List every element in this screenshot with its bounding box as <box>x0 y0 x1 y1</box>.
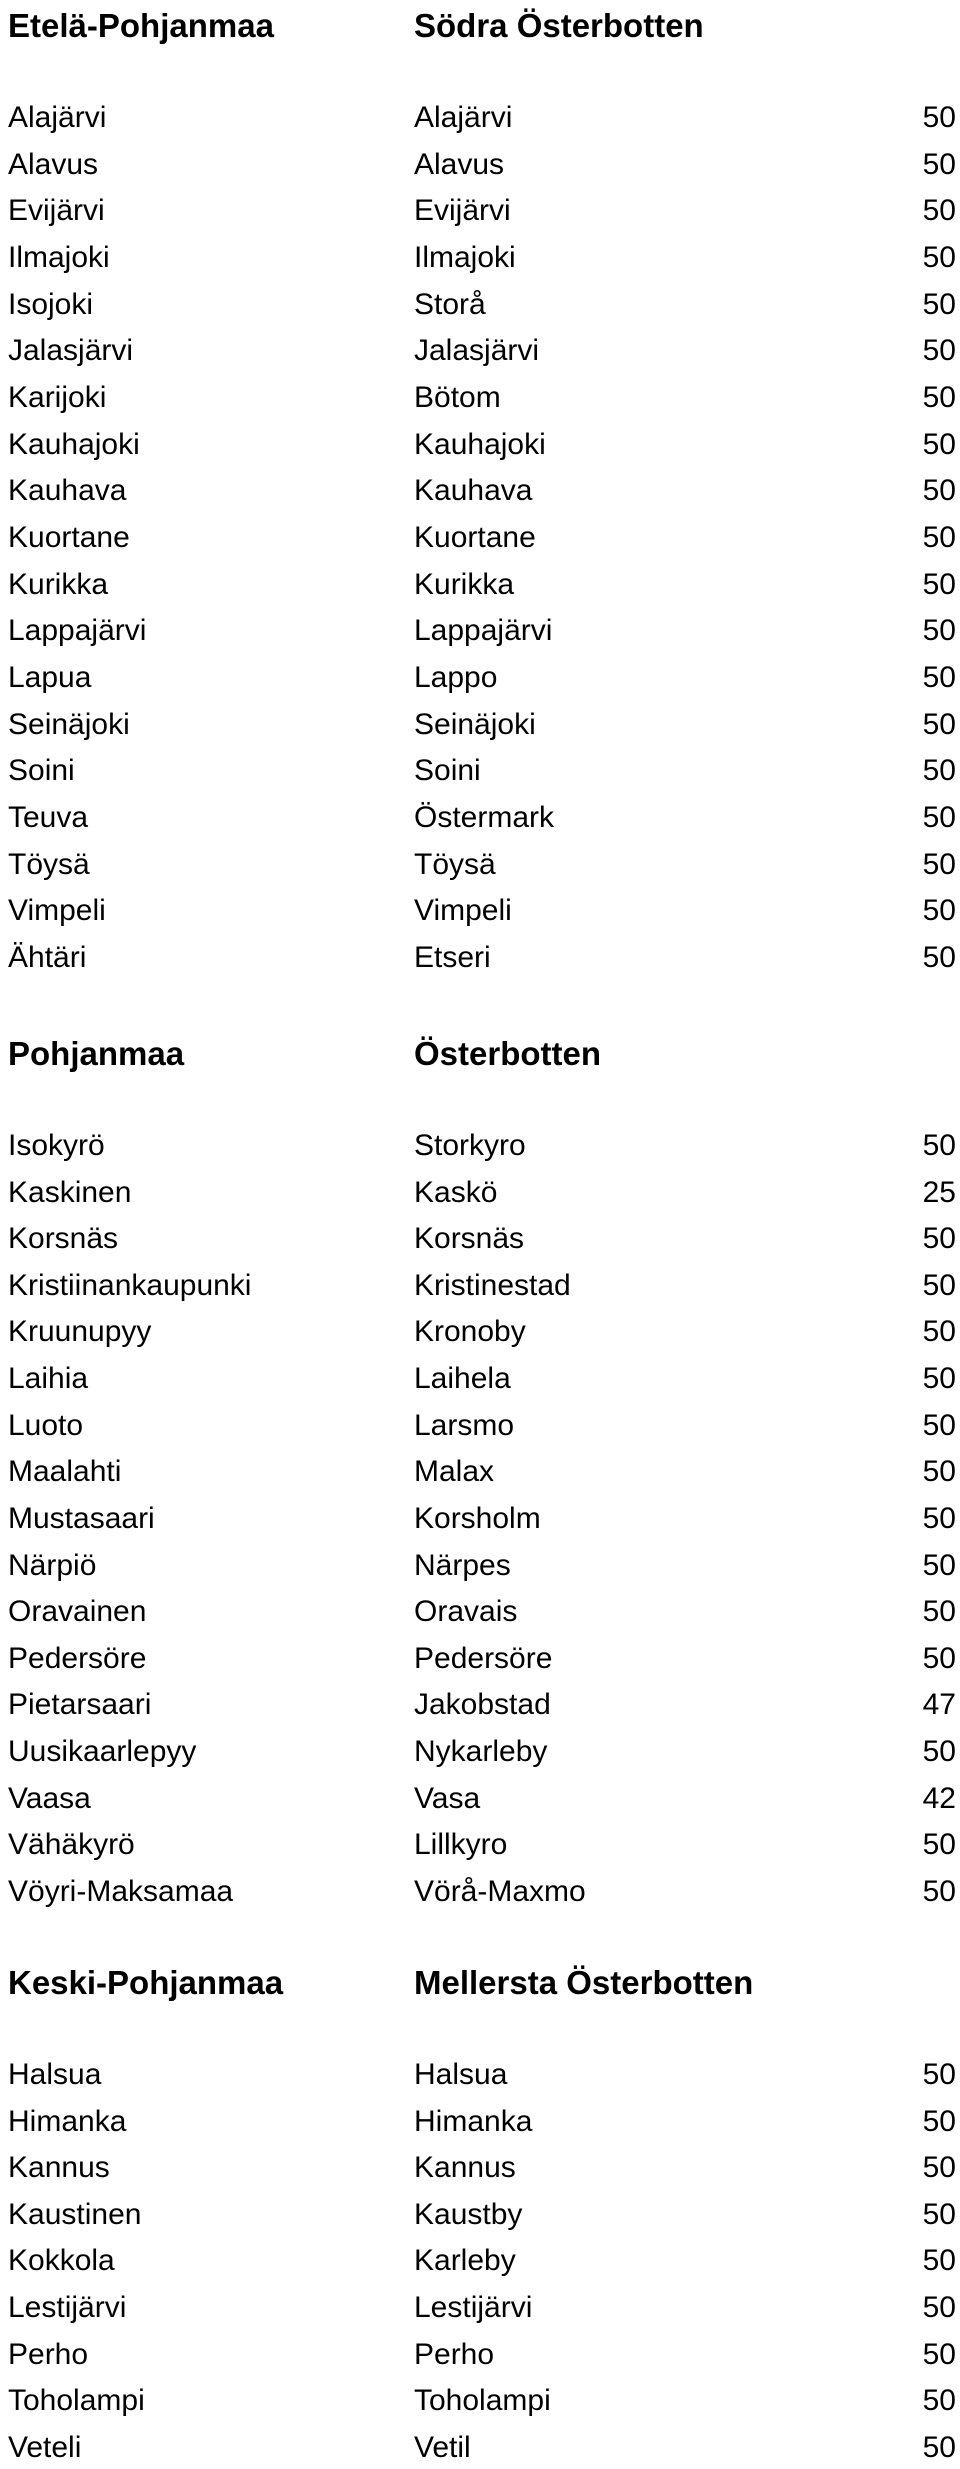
swedish-name: Lestijärvi <box>414 2291 533 2324</box>
finnish-name: Isokyrö <box>8 1129 105 1162</box>
finnish-name: Jalasjärvi <box>8 334 134 368</box>
table-row <box>0 1406 960 1446</box>
swedish-name: Lillkyro <box>414 1828 508 1862</box>
row-value: 50 <box>922 2104 956 2138</box>
finnish-name: Karijoki <box>8 381 107 415</box>
row-value: 50 <box>922 1268 956 1302</box>
table-row <box>0 2241 960 2281</box>
row-value: 50 <box>922 334 956 368</box>
swedish-name: Kauhajoki <box>414 427 546 461</box>
table-row <box>0 518 960 558</box>
finnish-name: Uusikaarlepyy <box>8 1735 197 1769</box>
row-value: 50 <box>922 241 956 274</box>
row-value: 50 <box>922 2430 956 2464</box>
table-row <box>0 1872 960 1912</box>
finnish-name: Kauhajoki <box>8 427 140 461</box>
finnish-name: Teuva <box>8 801 89 835</box>
swedish-name: Kaustby <box>414 2197 523 2231</box>
row-value: 50 <box>922 1315 956 1349</box>
table-row <box>0 2381 960 2421</box>
row-value: 42 <box>922 1781 956 1815</box>
swedish-name: Jalasjärvi <box>414 334 540 368</box>
finnish-name: Halsua <box>8 2058 102 2091</box>
table-row <box>0 1639 960 1679</box>
section-keski-pohjanmaa <box>0 1963 960 2468</box>
finnish-name: Evijärvi <box>8 194 105 228</box>
table-row <box>0 191 960 231</box>
section-header <box>0 1034 960 1074</box>
row-value: 50 <box>922 707 956 741</box>
finnish-name: Kurikka <box>8 567 109 601</box>
row-value: 50 <box>922 754 956 788</box>
swedish-name: Halsua <box>414 2058 508 2091</box>
table-row <box>0 2102 960 2142</box>
row-value: 50 <box>922 2384 956 2418</box>
row-value: 50 <box>922 1595 956 1629</box>
swedish-name: Larsmo <box>414 1408 515 1442</box>
row-value: 50 <box>922 147 956 181</box>
table-row <box>0 658 960 698</box>
finnish-name: Kannus <box>8 2151 110 2185</box>
swedish-name: Karleby <box>414 2244 516 2278</box>
row-value: 50 <box>922 2337 956 2371</box>
row-value: 50 <box>922 2058 956 2091</box>
swedish-name: Himanka <box>414 2104 533 2138</box>
section-etela-pohjanmaa <box>0 6 960 978</box>
finnish-name: Alajärvi <box>8 101 107 134</box>
table-row <box>0 891 960 931</box>
finnish-name: Ilmajoki <box>8 241 110 274</box>
finnish-name: Korsnäs <box>8 1222 119 1256</box>
swedish-name: Toholampi <box>414 2384 551 2418</box>
table-row <box>0 938 960 978</box>
swedish-name: Kuortane <box>414 521 536 555</box>
swedish-name: Vasa <box>414 1781 481 1815</box>
table-row <box>0 1499 960 1539</box>
table-row <box>0 238 960 278</box>
table-row <box>0 331 960 371</box>
row-value: 50 <box>922 427 956 461</box>
swedish-name: Korsnäs <box>414 1222 525 1256</box>
row-value: 50 <box>922 1874 956 1908</box>
swedish-name: Perho <box>414 2337 495 2371</box>
finnish-name: Maalahti <box>8 1455 122 1489</box>
finnish-name: Mustasaari <box>8 1501 155 1535</box>
row-value: 50 <box>922 941 956 975</box>
swedish-name: Evijärvi <box>414 194 511 228</box>
swedish-name: Pedersöre <box>414 1641 553 1675</box>
table-row <box>0 1546 960 1586</box>
finnish-name: Lappajärvi <box>8 614 147 648</box>
finnish-name: Himanka <box>8 2104 127 2138</box>
swedish-name: Storkyro <box>414 1129 526 1162</box>
swedish-name: Alavus <box>414 147 505 181</box>
row-value: 50 <box>922 521 956 555</box>
row-value: 50 <box>922 2197 956 2231</box>
finnish-name: Toholampi <box>8 2384 145 2418</box>
swedish-name: Kristinestad <box>414 1268 571 1302</box>
section-header <box>0 6 960 46</box>
row-value: 50 <box>922 474 956 508</box>
table-row <box>0 1825 960 1865</box>
row-value: 50 <box>922 1641 956 1675</box>
finnish-name: Kaskinen <box>8 1175 132 1209</box>
swedish-name: Vetil <box>414 2430 471 2464</box>
table-row <box>0 1312 960 1352</box>
finnish-name: Töysä <box>8 847 90 881</box>
finnish-name: Kruunupyy <box>8 1315 152 1349</box>
row-value: 50 <box>922 2244 956 2278</box>
swedish-region-title: Österbotten <box>414 1035 602 1072</box>
swedish-name: Alajärvi <box>414 101 513 134</box>
swedish-name: Närpes <box>414 1548 511 1582</box>
row-value: 50 <box>922 287 956 321</box>
swedish-name: Etseri <box>414 941 491 975</box>
swedish-name: Laihela <box>414 1362 511 1396</box>
swedish-name: Kaskö <box>414 1175 498 1209</box>
row-value: 50 <box>922 381 956 415</box>
finnish-name: Alavus <box>8 147 99 181</box>
swedish-name: Malax <box>414 1455 495 1489</box>
finnish-name: Pietarsaari <box>8 1688 152 1722</box>
swedish-name: Östermark <box>414 801 555 835</box>
swedish-name: Korsholm <box>414 1501 541 1535</box>
table-row <box>0 611 960 651</box>
finnish-name: Kokkola <box>8 2244 115 2278</box>
finnish-name: Lapua <box>8 661 92 695</box>
swedish-name: Storå <box>414 287 486 321</box>
finnish-name: Vähäkyrö <box>8 1828 135 1862</box>
table-row <box>0 1219 960 1259</box>
finnish-region-title: Etelä-Pohjanmaa <box>8 7 274 44</box>
finnish-name: Kuortane <box>8 521 130 555</box>
finnish-name: Kristiinankaupunki <box>8 1268 252 1302</box>
table-row <box>0 1779 960 1819</box>
finnish-name: Kaustinen <box>8 2197 142 2231</box>
row-value: 50 <box>922 1408 956 1442</box>
row-value: 50 <box>922 1548 956 1582</box>
row-value: 50 <box>922 1828 956 1862</box>
section-pohjanmaa <box>0 1034 960 1912</box>
finnish-region-title: Pohjanmaa <box>8 1035 185 1072</box>
row-value: 50 <box>922 614 956 648</box>
finnish-name: Oravainen <box>8 1595 147 1629</box>
table-row <box>0 378 960 418</box>
swedish-name: Kannus <box>414 2151 516 2185</box>
table-row <box>0 145 960 185</box>
finnish-name: Perho <box>8 2337 89 2371</box>
finnish-name: Vaasa <box>8 1781 91 1815</box>
row-value: 50 <box>922 2151 956 2185</box>
table-row <box>0 1126 960 1166</box>
swedish-name: Töysä <box>414 847 496 881</box>
finnish-name: Soini <box>8 754 75 788</box>
finnish-region-title: Keski-Pohjanmaa <box>8 1964 284 2001</box>
table-row <box>0 705 960 745</box>
table-row <box>0 1732 960 1772</box>
section-header <box>0 1963 960 2003</box>
row-value: 50 <box>922 567 956 601</box>
swedish-name: Kauhava <box>414 474 533 508</box>
table-row <box>0 1173 960 1213</box>
row-value: 47 <box>922 1688 956 1722</box>
finnish-name: Närpiö <box>8 1548 97 1582</box>
table-row <box>0 425 960 465</box>
table-row <box>0 1266 960 1306</box>
swedish-name: Ilmajoki <box>414 241 516 274</box>
table-row <box>0 565 960 605</box>
finnish-name: Veteli <box>8 2430 82 2464</box>
table-row <box>0 1359 960 1399</box>
table-row <box>0 2195 960 2235</box>
table-row <box>0 2335 960 2375</box>
swedish-name: Soini <box>414 754 481 788</box>
finnish-name: Vöyri-Maksamaa <box>8 1874 234 1908</box>
finnish-name: Ähtäri <box>8 941 87 975</box>
table-row <box>0 1592 960 1632</box>
finnish-name: Pedersöre <box>8 1641 147 1675</box>
row-value: 50 <box>922 1735 956 1769</box>
table-row <box>0 1452 960 1492</box>
finnish-name: Lestijärvi <box>8 2291 127 2324</box>
swedish-name: Kronoby <box>414 1315 526 1349</box>
swedish-name: Lappajärvi <box>414 614 553 648</box>
table-row <box>0 845 960 885</box>
row-value: 50 <box>922 661 956 695</box>
swedish-region-title: Södra Österbotten <box>414 7 704 44</box>
finnish-name: Luoto <box>8 1408 84 1442</box>
swedish-name: Nykarleby <box>414 1735 548 1769</box>
row-value: 50 <box>922 101 956 134</box>
swedish-name: Vimpeli <box>414 894 512 928</box>
table-row <box>0 1685 960 1725</box>
table-row <box>0 2288 960 2328</box>
finnish-name: Isojoki <box>8 287 94 321</box>
table-row <box>0 2428 960 2468</box>
swedish-name: Lappo <box>414 661 498 695</box>
finnish-name: Kauhava <box>8 474 127 508</box>
row-value: 50 <box>922 1501 956 1535</box>
row-value: 50 <box>922 2291 956 2324</box>
swedish-region-title: Mellersta Österbotten <box>414 1964 754 2001</box>
table-row <box>0 471 960 511</box>
row-value: 50 <box>922 194 956 228</box>
finnish-name: Laihia <box>8 1362 89 1396</box>
table-row <box>0 285 960 325</box>
row-value: 50 <box>922 847 956 881</box>
table-row <box>0 798 960 838</box>
row-value: 50 <box>922 1222 956 1256</box>
row-value: 50 <box>922 1455 956 1489</box>
table-row <box>0 2055 960 2095</box>
row-value: 50 <box>922 1362 956 1396</box>
swedish-name: Vörå-Maxmo <box>414 1874 586 1908</box>
table-row <box>0 98 960 138</box>
table-row <box>0 751 960 791</box>
swedish-name: Bötom <box>414 381 501 415</box>
table-row <box>0 2148 960 2188</box>
row-value: 50 <box>922 801 956 835</box>
finnish-name: Seinäjoki <box>8 707 130 741</box>
swedish-name: Seinäjoki <box>414 707 536 741</box>
row-value: 50 <box>922 1129 956 1162</box>
swedish-name: Oravais <box>414 1595 518 1629</box>
swedish-name: Jakobstad <box>414 1688 551 1722</box>
row-value: 50 <box>922 894 956 928</box>
row-value: 25 <box>922 1175 956 1209</box>
finnish-name: Vimpeli <box>8 894 106 928</box>
swedish-name: Kurikka <box>414 567 515 601</box>
